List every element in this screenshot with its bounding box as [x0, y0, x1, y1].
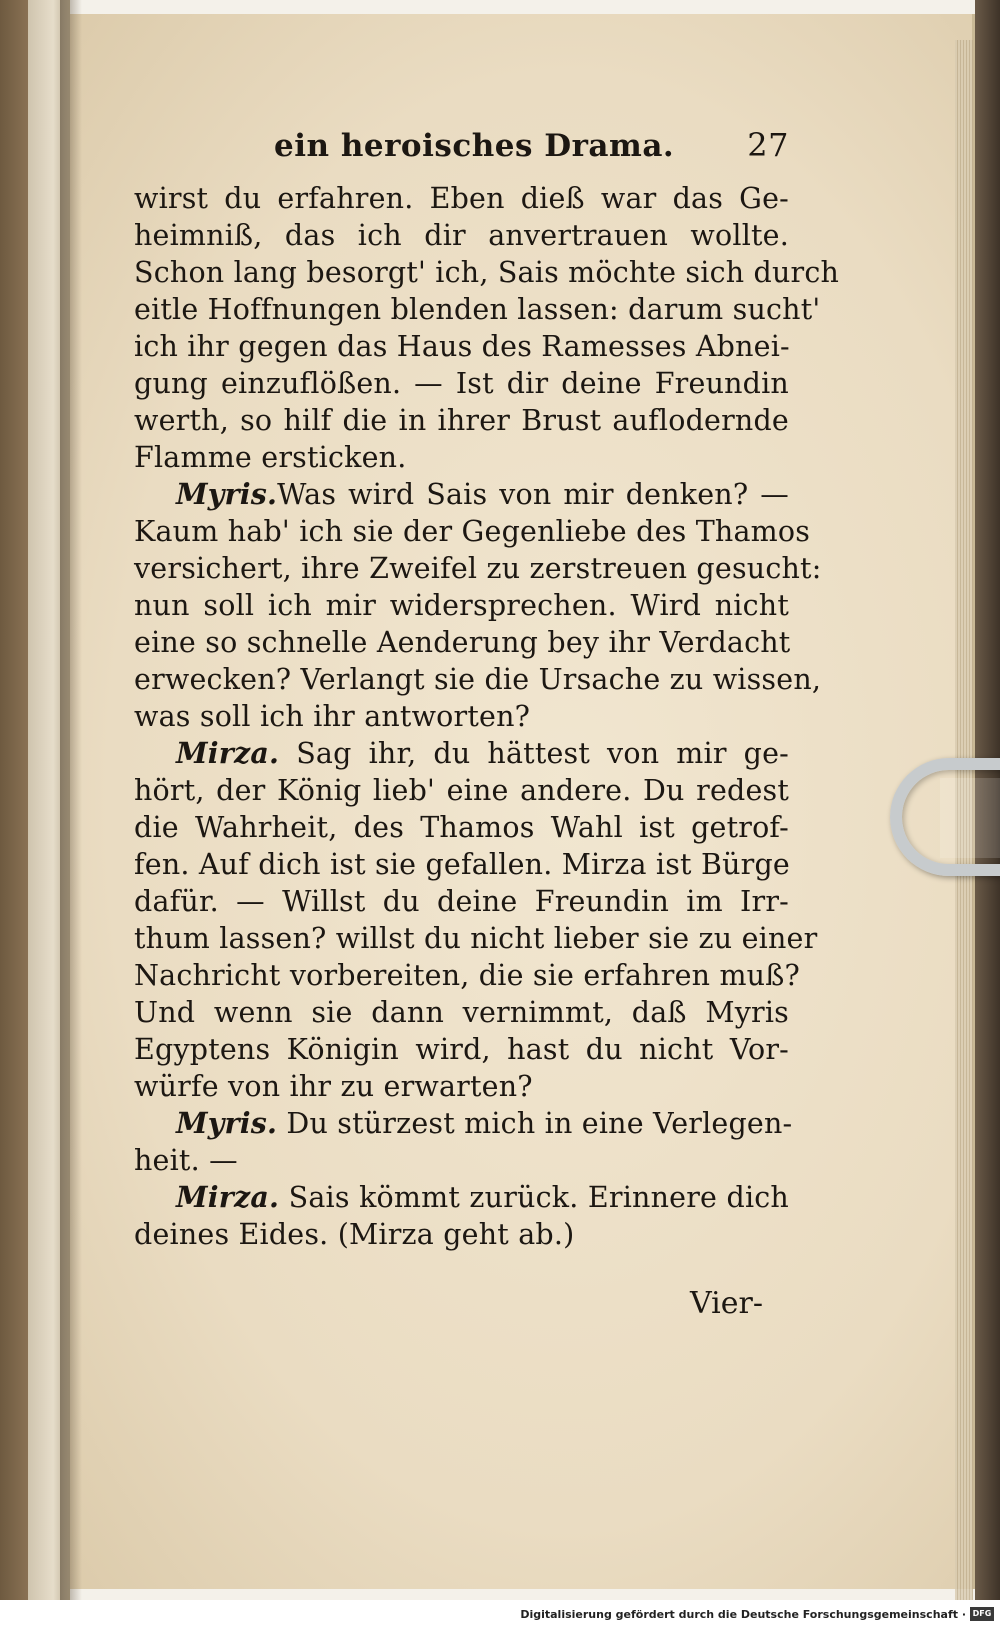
speech-text: Sais kömmt zurück. Erinnere dich [288, 1181, 789, 1214]
text-line: eitle Hoffnungen blenden lassen: darum sucht' [134, 293, 821, 326]
speaker-name: Mirza. [176, 736, 280, 770]
text-line: Flamme ersticken. [134, 441, 407, 474]
text-line: heimniß, das ich dir anvertrauen wollte. [134, 219, 789, 252]
running-head-title: ein heroisches Drama. [274, 128, 675, 164]
text-line: eine so schnelle Aenderung bey ihr Verdacht [134, 626, 791, 659]
gutter-shadow [60, 0, 82, 1627]
text-line: Nachricht vorbereiten, die sie erfahren muß? [134, 959, 800, 992]
page-number: 27 [747, 126, 789, 164]
catchword: Vier- [690, 1286, 763, 1321]
speaker-name: Myris. [176, 477, 278, 511]
text-line: würfe von ihr zu erwarten? [134, 1070, 533, 1103]
text-line: hört, der König lieb' eine andere. Du redest [134, 774, 789, 807]
text-line: die Wahrheit, des Thamos Wahl ist getrof- [134, 811, 789, 844]
text-line: ich ihr gegen das Haus des Ramesses Abnei- [134, 330, 790, 363]
digitization-credit: Digitalisierung gefördert durch die Deutsche Forschungsgemeinschaft · [520, 1608, 966, 1621]
page-text [134, 120, 840, 1253]
speaker-name: Mirza. [176, 1180, 280, 1214]
text-line: deines Eides. (Mirza geht ab.) [134, 1218, 575, 1251]
speech-first-line [134, 1105, 793, 1142]
text-line: heit. — [134, 1144, 238, 1177]
text-line: Kaum hab' ich sie der Gegenliebe des Thamos [134, 515, 811, 548]
page-clip-icon [890, 758, 1000, 876]
speech-first-line [134, 1179, 789, 1216]
text-line: werth, so hilf die in ihrer Brust auflodernde [134, 404, 789, 437]
text-line: dafür. — Willst du deine Freundin im Irr- [134, 885, 789, 918]
dfg-logo-icon: DFG [970, 1607, 994, 1621]
speech-first-line [134, 735, 789, 772]
speech-first-line [134, 476, 789, 513]
text-line: nun soll ich mir widersprechen. Wird nicht [134, 589, 789, 622]
text-line: Egyptens Königin wird, hast du nicht Vor- [134, 1033, 789, 1066]
text-line: wirst du erfahren. Eben dieß war das Ge- [134, 182, 789, 215]
text-line: fen. Auf dich ist sie gefallen. Mirza ist Bürge [134, 848, 790, 881]
text-line: Und wenn sie dann vernimmt, daß Myris [134, 996, 789, 1029]
text-line: Schon lang besorgt' ich, Sais möchte sich durch [134, 256, 840, 289]
text-line: thum lassen? willst du nicht lieber sie zu einer [134, 922, 818, 955]
text-line: was soll ich ihr antworten? [134, 700, 531, 733]
speaker-name: Myris. [176, 1106, 278, 1140]
speech-text: Du stürzest mich in eine Verlegen- [286, 1107, 793, 1140]
speech-text: Was wird Sais von mir denken? — [277, 478, 789, 511]
text-line: gung einzuflößen. — Ist dir deine Freundin [134, 367, 789, 400]
running-head [134, 120, 789, 180]
text-line: erwecken? Verlangt sie die Ursache zu wissen, [134, 663, 822, 696]
speech-text: Sag ihr, du hättest von mir ge- [296, 737, 789, 770]
text-line: versichert, ihre Zweifel zu zerstreuen gesucht: [134, 552, 822, 585]
